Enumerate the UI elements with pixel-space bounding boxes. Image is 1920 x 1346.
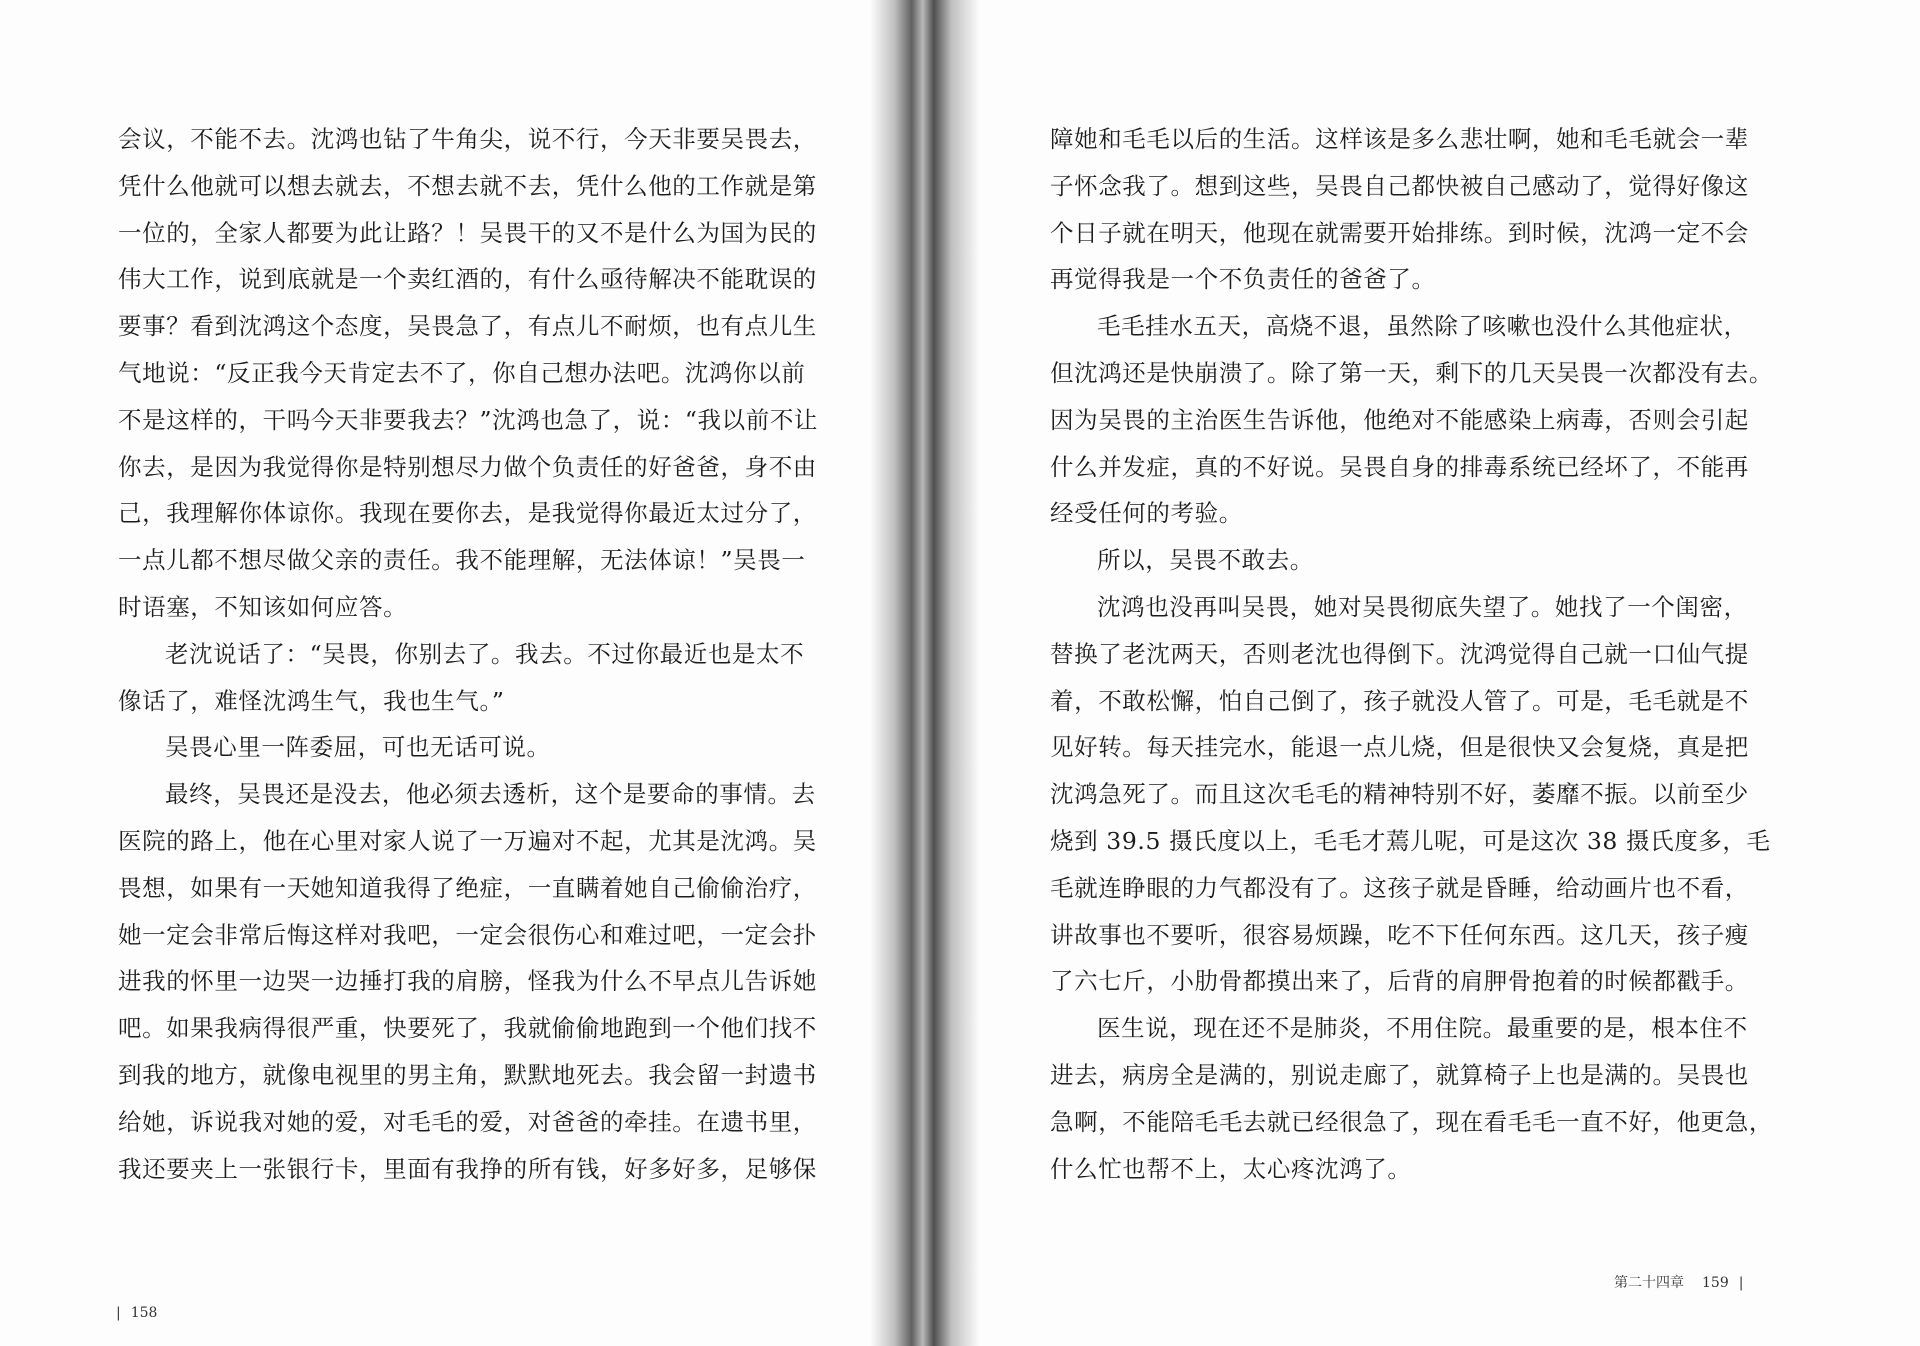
page-number-right: 159 bbox=[1702, 1275, 1729, 1291]
body-line: 着，不敢松懈，怕自己倒了，孩子就没人管了。可是，毛毛就是不 bbox=[1050, 686, 1749, 715]
body-line: 医生说，现在还不是肺炎，不用住院。最重要的是，根本住不 bbox=[1097, 1014, 1748, 1043]
body-line: 毛毛挂水五天，高烧不退，虽然除了咳嗽也没什么其他症状， bbox=[1097, 312, 1748, 341]
body-line: 什么忙也帮不上，太心疼沈鸿了。 bbox=[1050, 1154, 1412, 1183]
body-line: 替换了老沈两天，否则老沈也得倒下。沈鸿觉得自己就一口仙气提 bbox=[1050, 639, 1749, 668]
body-line: 老沈说话了：“吴畏，你别去了。我去。不过你最近也是太不 bbox=[165, 639, 805, 668]
body-line: 你去，是因为我觉得你是特别想尽力做个负责任的好爸爸，身不由 bbox=[118, 452, 817, 481]
body-line: 了六七斤，小肋骨都摸出来了，后背的肩胛骨抱着的时候都戳手。 bbox=[1050, 967, 1749, 996]
body-line: 进我的怀里一边哭一边捶打我的肩膀，怪我为什么不早点儿告诉她 bbox=[118, 967, 817, 996]
body-line: 畏想，如果有一天她知道我得了绝症，一直瞒着她自己偷偷治疗， bbox=[118, 873, 817, 902]
body-line: 进去，病房全是满的，别说走廊了，就算椅子上也是满的。吴畏也 bbox=[1050, 1060, 1749, 1089]
body-line: 沈鸿急死了。而且这次毛毛的精神特别不好，萎靡不振。以前至少 bbox=[1050, 780, 1749, 809]
body-line: 个日子就在明天，他现在就需要开始排练。到时候，沈鸿一定不会 bbox=[1050, 218, 1749, 247]
body-line: 毛就连睁眼的力气都没有了。这孩子就是昏睡，给动画片也不看， bbox=[1050, 873, 1749, 902]
body-line: 到我的地方，就像电视里的男主角，默默地死去。我会留一封遗书 bbox=[118, 1060, 817, 1089]
folio-rule: | bbox=[1738, 1275, 1744, 1291]
body-line: 像话了，难怪沈鸿生气，我也生气。” bbox=[118, 686, 505, 715]
body-line: 给她，诉说我对她的爱，对毛毛的爱，对爸爸的牵挂。在遗书里， bbox=[118, 1107, 817, 1136]
body-line: 但沈鸿还是快崩溃了。除了第一天，剩下的几天吴畏一次都没有去。 bbox=[1050, 358, 1773, 387]
body-line: 要事？看到沈鸿这个态度，吴畏急了，有点儿不耐烦，也有点儿生 bbox=[118, 312, 817, 341]
body-line: 医院的路上，他在心里对家人说了一万遍对不起，尤其是沈鸿。吴 bbox=[118, 826, 817, 855]
body-line: 什么并发症，真的不好说。吴畏自身的排毒系统已经坏了，不能再 bbox=[1050, 452, 1749, 481]
body-line: 气地说：“反正我今天肯定去不了，你自己想办法吧。沈鸿你以前 bbox=[118, 358, 806, 387]
body-line: 一位的，全家人都要为此让路？！吴畏干的又不是什么为国为民的 bbox=[118, 218, 817, 247]
folio-rule: | bbox=[116, 1305, 121, 1321]
body-line: 子怀念我了。想到这些，吴畏自己都快被自己感动了，觉得好像这 bbox=[1050, 171, 1749, 200]
body-line: 会议，不能不去。沈鸿也钻了牛角尖，说不行，今天非要吴畏去， bbox=[118, 125, 817, 153]
body-line: 再觉得我是一个不负责任的爸爸了。 bbox=[1050, 265, 1436, 294]
body-line: 所以，吴畏不敢去。 bbox=[1097, 546, 1314, 575]
body-line: 凭什么他就可以想去就去，不想去就不去，凭什么他的工作就是第 bbox=[118, 171, 817, 200]
body-line: 我还要夹上一张银行卡，里面有我挣的所有钱，好多好多，足够保 bbox=[118, 1154, 817, 1183]
right-page bbox=[940, 0, 1920, 1346]
body-line: 沈鸿也没再叫吴畏，她对吴畏彻底失望了。她找了一个闺密， bbox=[1097, 592, 1748, 621]
body-line: 己，我理解你体谅你。我现在要你去，是我觉得你最近太过分了， bbox=[118, 499, 817, 528]
body-line: 一点儿都不想尽做父亲的责任。我不能理解，无法体谅！”吴畏一 bbox=[118, 546, 806, 575]
body-line: 不是这样的，干吗今天非要我去？”沈鸿也急了，说：“我以前不让 bbox=[118, 405, 819, 434]
right-page-body bbox=[1050, 116, 1773, 1192]
body-line: 讲故事也不要听，很容易烦躁，吃不下任何东西。这几天，孩子瘦 bbox=[1050, 920, 1749, 949]
page-number-left: 158 bbox=[130, 1305, 158, 1321]
left-page bbox=[0, 0, 890, 1346]
body-line: 见好转。每天挂完水，能退一点儿烧，但是很快又会复烧，真是把 bbox=[1050, 733, 1749, 762]
left-page-folio bbox=[116, 1305, 157, 1321]
body-line: 伟大工作，说到底就是一个卖红酒的，有什么亟待解决不能耽误的 bbox=[118, 265, 817, 294]
chapter-title: 第二十四章 bbox=[1614, 1275, 1684, 1291]
book-gutter-shadow bbox=[870, 0, 980, 1346]
body-line: 吧。如果我病得很严重，快要死了，我就偷偷地跑到一个他们找不 bbox=[118, 1014, 817, 1043]
body-line: 吴畏心里一阵委屈，可也无话可说。 bbox=[165, 733, 551, 762]
right-page-folio bbox=[1614, 1272, 1743, 1292]
body-line: 因为吴畏的主治医生告诉他，他绝对不能感染上病毒，否则会引起 bbox=[1050, 405, 1749, 434]
body-line: 障她和毛毛以后的生活。这样该是多么悲壮啊，她和毛毛就会一辈 bbox=[1050, 125, 1749, 153]
body-line: 时语塞，不知该如何应答。 bbox=[118, 592, 408, 621]
body-line: 最终，吴畏还是没去，他必须去透析，这个是要命的事情。去 bbox=[165, 780, 816, 809]
body-line: 烧到 39.5 摄氏度以上，毛毛才蔫儿呢，可是这次 38 摄氏度多，毛 bbox=[1050, 826, 1771, 855]
body-line: 急啊，不能陪毛毛去就已经很急了，现在看毛毛一直不好，他更急， bbox=[1050, 1107, 1773, 1136]
body-line: 她一定会非常后悔这样对我吧，一定会很伤心和难过吧，一定会扑 bbox=[118, 920, 817, 949]
left-page-body bbox=[118, 116, 819, 1192]
body-line: 经受任何的考验。 bbox=[1050, 499, 1243, 528]
